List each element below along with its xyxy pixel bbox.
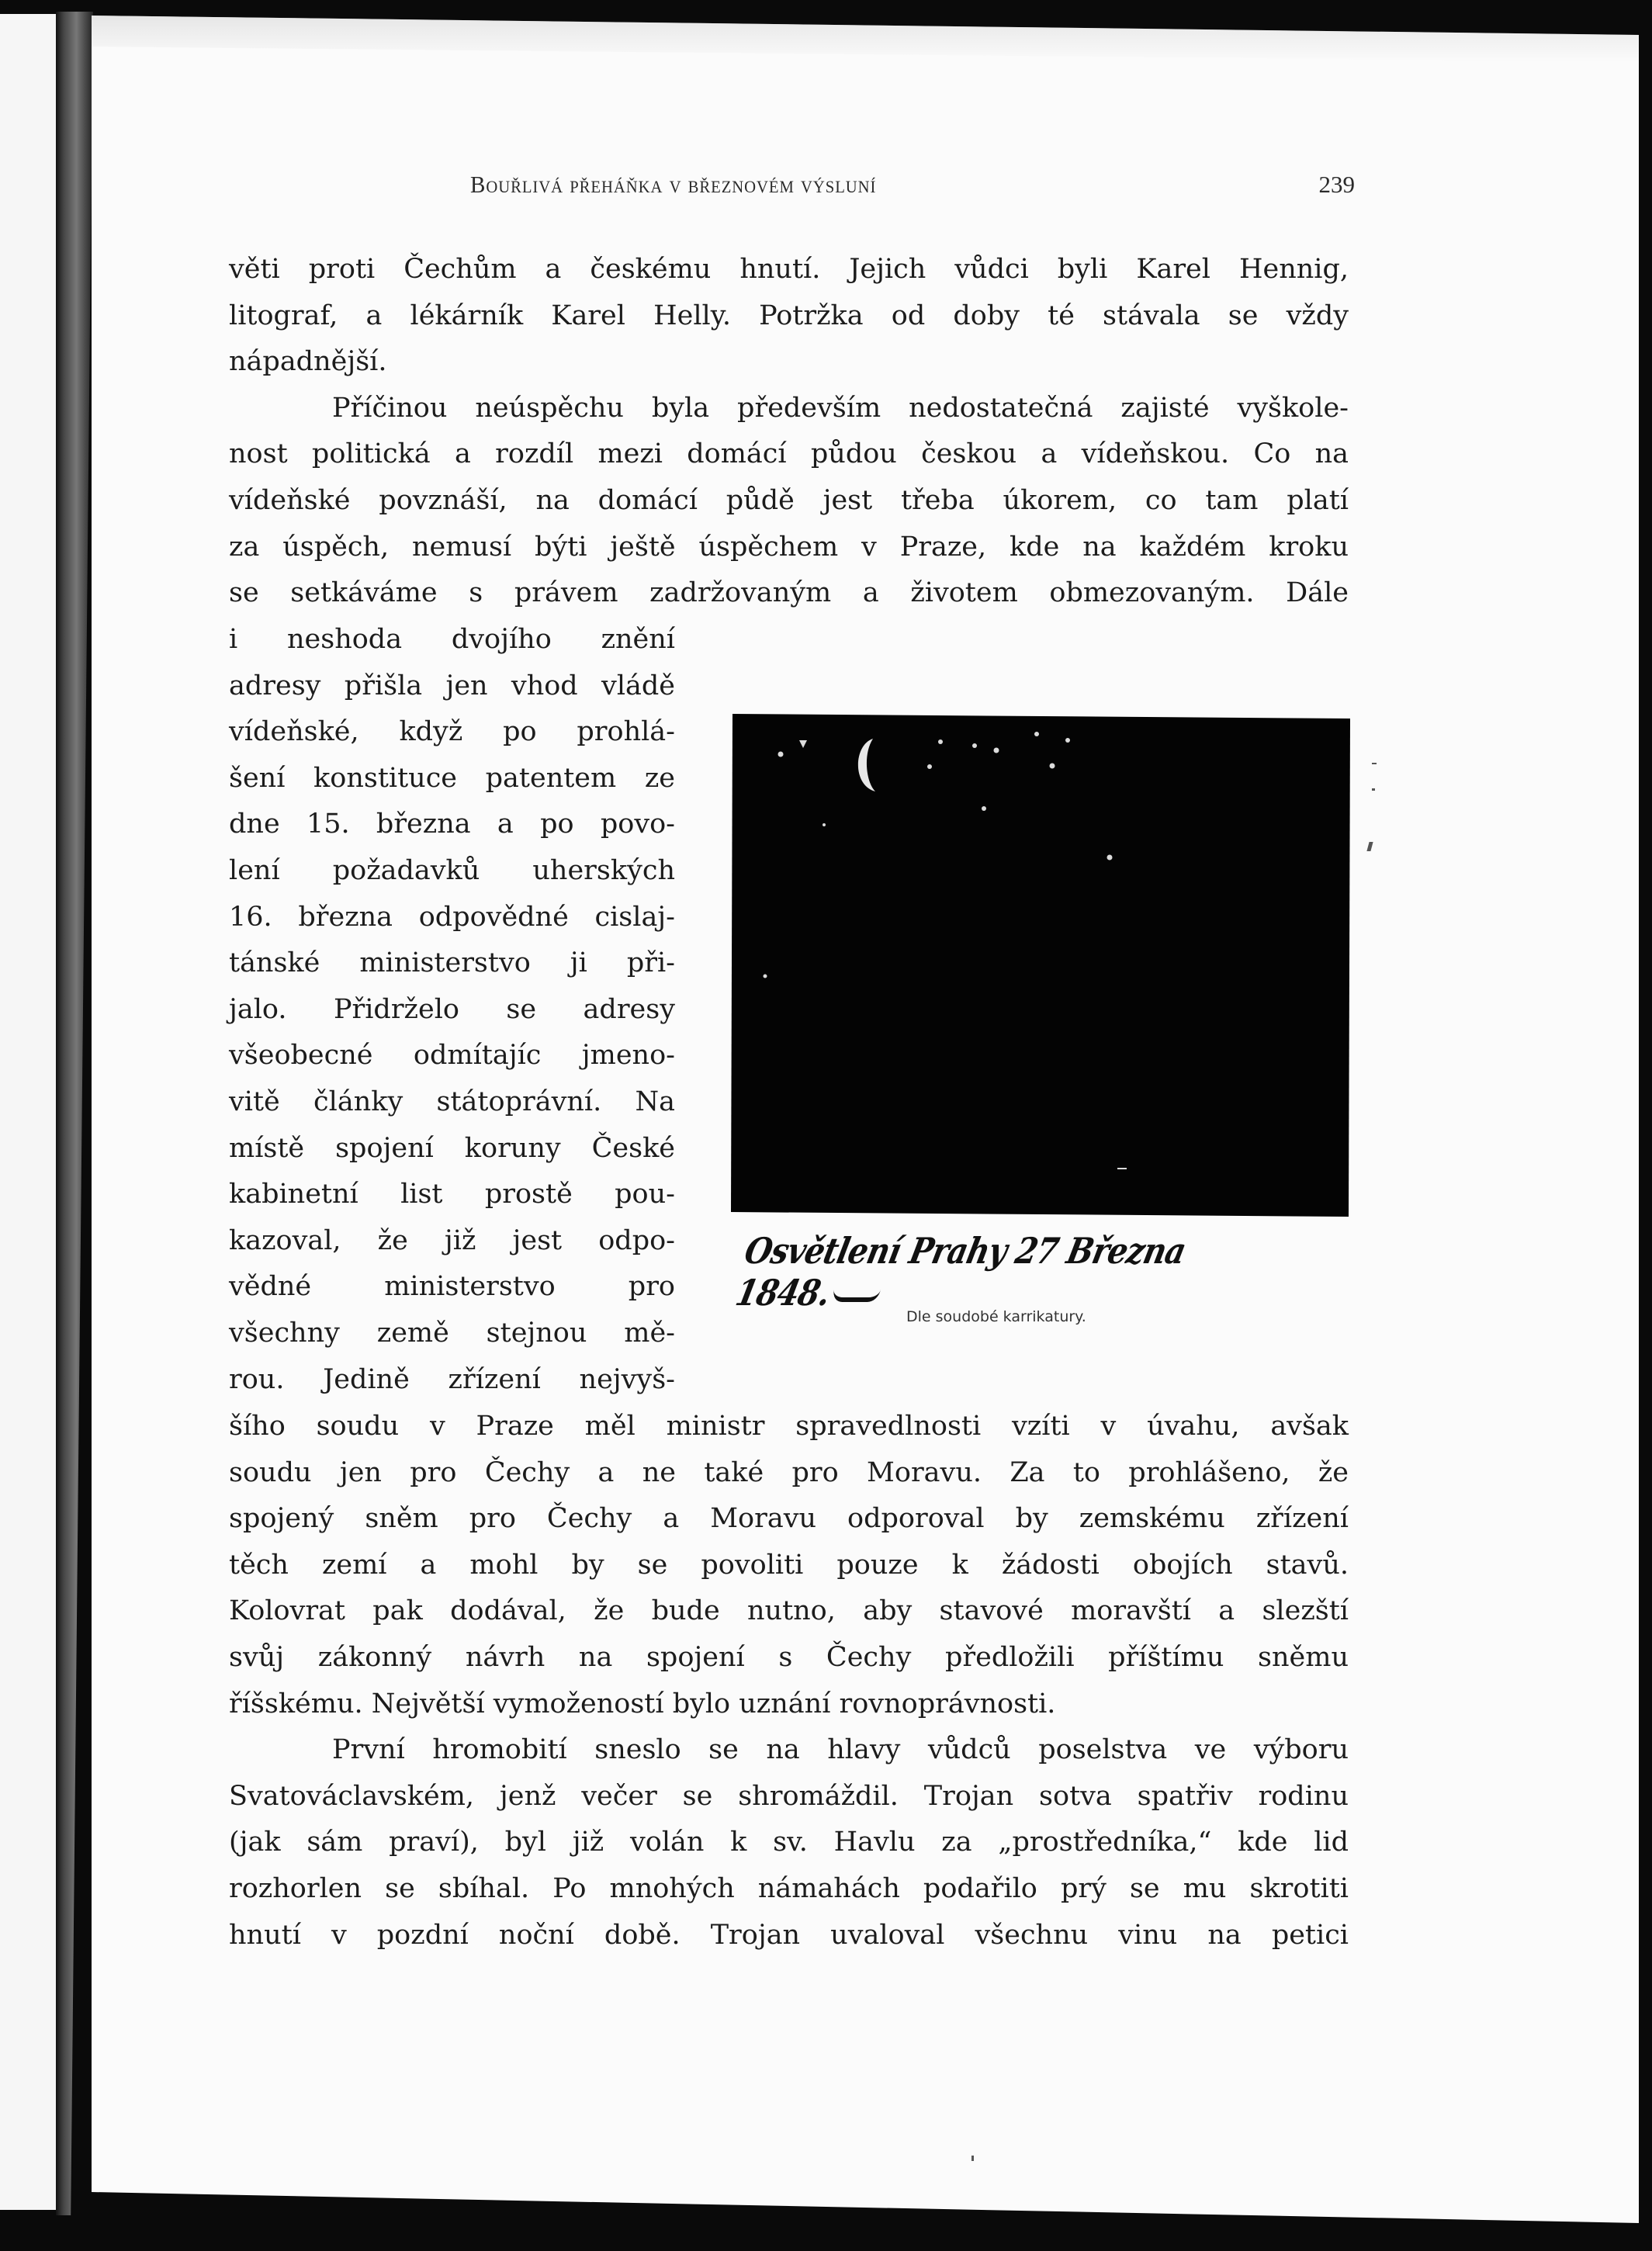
text-line: jalo. Přidrželo se adresy	[229, 993, 675, 1025]
page-number: 239	[1318, 171, 1355, 198]
caricature-illustration	[729, 708, 1356, 1220]
text-line: adresy přišla jen vhod vládě	[229, 670, 675, 701]
text-line: nost politická a rozdíl mezi domácí půdou českou a vídeňskou. Co na	[229, 438, 1349, 470]
figure-source-caption: Dle soudobé karrikatury.	[906, 1308, 1086, 1325]
text-line: lení požadavků uherských	[229, 854, 675, 886]
text-line: rou. Jedině zřízení nejvyš-	[229, 1363, 675, 1395]
text-line: 16. března odpovědné cislaj-	[229, 901, 675, 933]
scan-speck	[1372, 788, 1375, 791]
text-line: litograf, a lékárník Karel Helly. Potržka od doby té stávala se vždy	[229, 300, 1349, 331]
paragraph-block-wrapped	[229, 617, 675, 1403]
text-line: spojený sněm pro Čechy a Moravu odporoval by zemskému zřízení	[229, 1503, 1349, 1535]
text-line: dne 15. března a po povo-	[229, 809, 675, 840]
text-line: kabinetní list prostě pou-	[229, 1179, 675, 1210]
text-line: svůj zákonný návrh na spojení s Čechy předložili příštímu sněmu	[229, 1641, 1349, 1673]
text-line: rozhorlen se sbíhal. Po mnohých námahách podařilo prý se mu skrotiti	[229, 1872, 1349, 1904]
scan-speck	[971, 2156, 974, 2161]
paragraph-block-top	[229, 247, 1349, 617]
text-line: šího soudu v Praze měl ministr spravedlnosti vzíti v úvahu, avšak	[229, 1411, 1349, 1442]
text-line: soudu jen pro Čechy a ne také pro Moravu. Za to prohlášeno, že	[229, 1456, 1349, 1488]
text-line: Kolovrat pak dodával, že bude nutno, aby stavové moravští a slezští	[229, 1595, 1349, 1627]
facing-page-edge	[0, 14, 62, 2210]
text-line: šení konstituce patentem ze	[229, 762, 675, 794]
paragraph-block-bottom	[229, 1404, 1349, 1958]
running-header	[470, 171, 1355, 202]
text-line: všeobecné odmítajíc jmeno-	[229, 1040, 675, 1072]
text-line: se setkáváme s právem zadržovaným a životem obmezovaným. Dále	[229, 577, 1349, 609]
night-sky-image	[729, 708, 1356, 1220]
text-line: Svatováclavském, jenž večer se shromáždil. Trojan sotva spatřiv rodinu	[229, 1780, 1349, 1812]
text-line: vitě články státoprávní. Na	[229, 1086, 675, 1117]
text-line: vídeňské povznáší, na domácí půdě jest třeba úkorem, co tam platí	[229, 484, 1349, 516]
text-line: těch zemí a mohl by se povoliti pouze k žádosti obojích stavů.	[229, 1549, 1349, 1581]
text-line: Příčinou neúspěchu byla především nedostatečná zajisté vyškole-	[332, 392, 1349, 424]
text-line: za úspěch, nemusí býti ještě úspěchem v Praze, kde na každém kroku	[229, 531, 1349, 563]
book-gutter	[56, 12, 93, 2215]
text-line: hnutí v pozdní noční době. Trojan uvaloval všechnu vinu na petici	[229, 1919, 1349, 1951]
text-line: místě spojení koruny České	[229, 1132, 675, 1164]
scan-speck	[1372, 763, 1377, 764]
swash-flourish	[831, 1290, 881, 1302]
text-line: vědné ministerstvo pro	[229, 1271, 675, 1303]
handwritten-caption	[732, 1230, 1284, 1314]
text-line: i neshoda dvojího znění	[229, 624, 675, 655]
text-line: všechny země stejnou mě-	[229, 1317, 675, 1349]
text-line: První hromobití sneslo se na hlavy vůdců poselstva ve výboru	[332, 1734, 1349, 1766]
text-line: vídeňské, když po prohlá-	[229, 716, 675, 748]
text-line: věti proti Čechům a českému hnutí. Jejich vůdci byli Karel Hennig,	[229, 254, 1349, 285]
handwritten-caption-text: Osvětlení Prahy 27 Března 1848.	[732, 1230, 1190, 1314]
text-line: (jak sám praví), byl již volán k sv. Havlu za „prostředníka,“ kde lid	[229, 1827, 1349, 1858]
running-header-title: Bouřlivá přeháňka v březnovém výsluní	[470, 171, 877, 198]
text-line: nápadnější.	[229, 346, 387, 378]
text-line: kazoval, že již jest odpo-	[229, 1224, 675, 1256]
text-line: tánské ministerstvo ji při-	[229, 947, 675, 979]
text-line: říšskému. Největší vymožeností bylo uznání rovnoprávnosti.	[229, 1688, 1056, 1719]
